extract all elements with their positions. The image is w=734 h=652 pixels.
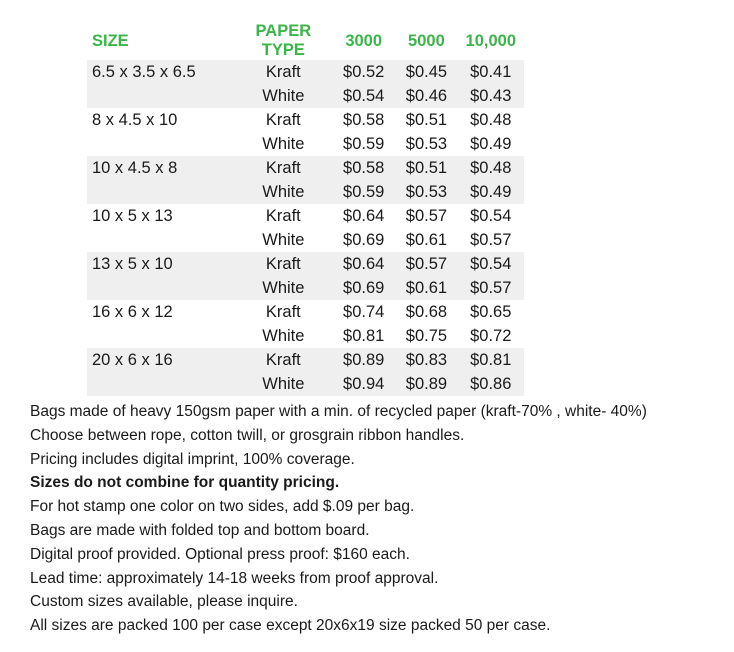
paper-type-cell: White: [235, 84, 333, 108]
size-cell: 20 x 6 x 16: [87, 348, 235, 372]
price-3000-cell: $0.94: [332, 372, 395, 396]
size-cell: [87, 324, 235, 348]
price-3000-cell: $0.81: [343, 326, 385, 345]
paper-type-cell: White: [262, 230, 305, 249]
price-5000-cell: $0.53: [395, 180, 457, 204]
size-cell: [87, 84, 235, 108]
header-qty-3000: 3000: [345, 31, 383, 50]
price-table-body: [87, 60, 524, 396]
paper-type-cell: White: [262, 326, 305, 345]
price-3000-cell: $0.52: [332, 60, 395, 84]
price-3000-cell: $0.58: [343, 110, 385, 129]
table-row: [87, 132, 524, 156]
size-cell: [87, 228, 235, 252]
paper-type-cell: White: [262, 134, 305, 153]
header-size: SIZE: [92, 31, 129, 50]
size-cell: 6.5 x 3.5 x 6.5: [87, 60, 235, 84]
price-10000-cell: $0.54: [470, 206, 512, 225]
table-row: [87, 204, 524, 228]
price-10000-cell: $0.49: [470, 134, 512, 153]
paper-type-cell: White: [235, 276, 333, 300]
paper-type-cell: Kraft: [235, 252, 333, 276]
price-3000-cell: $0.74: [343, 302, 385, 321]
price-3000-cell: $0.69: [332, 276, 395, 300]
header-qty-5000: 5000: [408, 31, 445, 50]
price-10000-cell: $0.48: [470, 110, 512, 129]
table-row: [87, 228, 524, 252]
price-5000-cell: $0.89: [395, 372, 457, 396]
size-cell: [87, 132, 235, 156]
size-cell: 16 x 6 x 12: [92, 302, 173, 321]
price-5000-cell: $0.57: [395, 252, 457, 276]
note-line: Bags made of heavy 150gsm paper with a min. of recycled paper (kraft-70% , white- 40%): [30, 403, 647, 420]
price-5000-cell: $0.61: [395, 276, 457, 300]
price-10000-cell: $0.57: [458, 276, 524, 300]
price-3000-cell: $0.59: [332, 180, 395, 204]
note-line: Lead time: approximately 14-18 weeks from proof approval.: [30, 569, 439, 587]
price-5000-cell: $0.83: [395, 348, 457, 372]
price-5000-cell: $0.75: [405, 326, 448, 345]
header-paper-type: PAPER TYPE: [255, 22, 312, 59]
price-3000-cell: $0.59: [343, 134, 385, 153]
price-table: [87, 22, 524, 396]
notes-list: [30, 400, 647, 638]
price-10000-cell: $0.81: [458, 348, 524, 372]
price-5000-cell: $0.51: [395, 156, 457, 180]
paper-type-cell: Kraft: [265, 110, 301, 129]
size-cell: [87, 180, 235, 204]
price-5000-cell: $0.68: [405, 302, 448, 321]
price-10000-cell: $0.49: [458, 180, 524, 204]
price-10000-cell: $0.65: [470, 302, 512, 321]
price-5000-cell: $0.53: [405, 134, 448, 153]
paper-type-cell: White: [235, 180, 333, 204]
price-5000-cell: $0.46: [395, 84, 457, 108]
table-row: [87, 108, 524, 132]
size-cell: [87, 276, 235, 300]
note-line: Sizes do not combine for quantity pricing.: [30, 474, 340, 492]
size-cell: 13 x 5 x 10: [87, 252, 235, 276]
paper-type-cell: Kraft: [235, 60, 333, 84]
table-row: [87, 180, 524, 204]
note-line: Digital proof provided. Optional press proof: $160 each.: [30, 545, 410, 563]
price-3000-cell: $0.69: [343, 230, 385, 249]
note-line: All sizes are packed 100 per case except 20x6x19 size packed 50 per case.: [30, 617, 551, 635]
price-10000-cell: $0.57: [470, 230, 512, 249]
price-10000-cell: $0.86: [458, 372, 524, 396]
price-5000-cell: $0.57: [405, 206, 448, 225]
price-5000-cell: $0.51: [405, 110, 448, 129]
price-3000-cell: $0.64: [332, 252, 395, 276]
table-row: [87, 324, 524, 348]
table-row: [87, 300, 524, 324]
paper-type-cell: Kraft: [265, 206, 301, 225]
table-row: [87, 60, 524, 84]
note-line: Pricing includes digital imprint, 100% coverage.: [30, 450, 355, 468]
table-row: [87, 84, 524, 108]
price-5000-cell: $0.45: [395, 60, 457, 84]
size-cell: 10 x 4.5 x 8: [87, 156, 235, 180]
paper-type-cell: Kraft: [265, 302, 301, 321]
paper-type-cell: Kraft: [235, 156, 333, 180]
note-line: Custom sizes available, please inquire.: [30, 593, 298, 611]
paper-type-cell: White: [235, 372, 333, 396]
price-3000-cell: $0.89: [332, 348, 395, 372]
note-line: Choose between rope, cotton twill, or grosgrain ribbon handles.: [30, 426, 465, 444]
size-cell: [87, 372, 235, 396]
price-10000-cell: $0.72: [470, 326, 512, 345]
table-row: [87, 276, 524, 300]
price-3000-cell: $0.54: [332, 84, 395, 108]
size-cell: 10 x 5 x 13: [92, 206, 173, 225]
table-header-row: [87, 22, 524, 60]
size-cell: 8 x 4.5 x 10: [92, 110, 178, 129]
header-qty-10000: 10,000: [465, 31, 516, 50]
price-3000-cell: $0.58: [332, 156, 395, 180]
table-row: [87, 252, 524, 276]
table-row: [87, 372, 524, 396]
note-line: Bags are made with folded top and bottom board.: [30, 521, 370, 539]
note-line: For hot stamp one color on two sides, add $.09 per bag.: [30, 498, 415, 516]
table-row: [87, 348, 524, 372]
paper-type-cell: Kraft: [235, 348, 333, 372]
price-10000-cell: $0.54: [458, 252, 524, 276]
table-row: [87, 156, 524, 180]
price-5000-cell: $0.61: [405, 230, 448, 249]
price-10000-cell: $0.41: [458, 60, 524, 84]
price-10000-cell: $0.43: [458, 84, 524, 108]
price-3000-cell: $0.64: [343, 206, 385, 225]
price-10000-cell: $0.48: [458, 156, 524, 180]
